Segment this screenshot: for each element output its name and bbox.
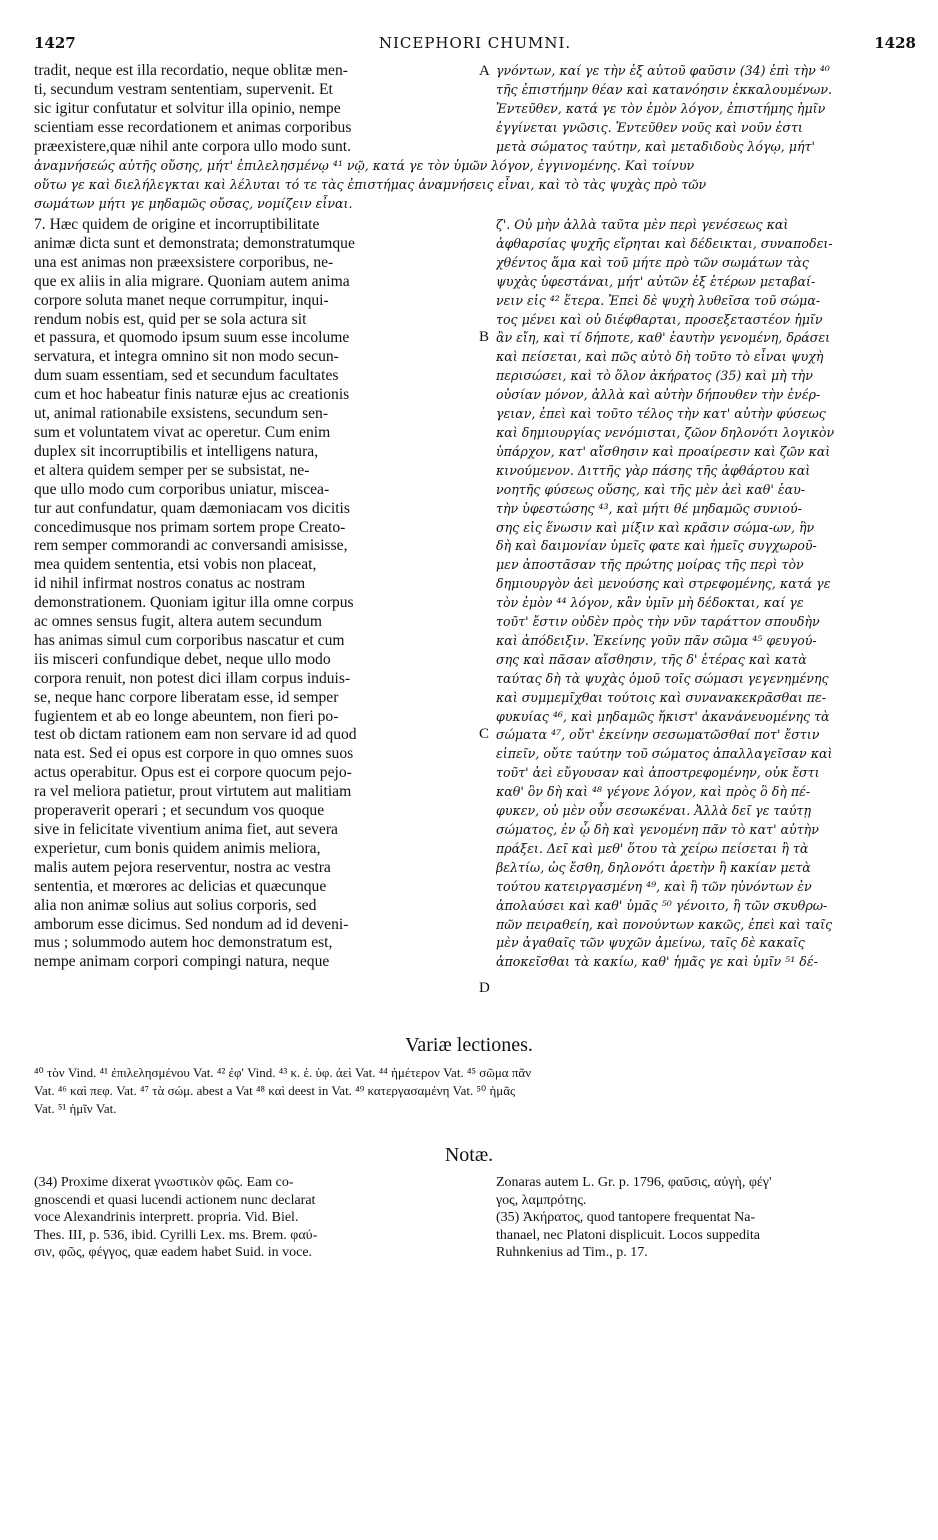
greek-text-line: σης εἰς ἕνωσιν καὶ μίξιν καὶ κρᾶσιν σώμα-ων, ἣν bbox=[496, 519, 815, 535]
latin-text-line: que ullo modo cum corporibus uniatur, miscea- bbox=[34, 480, 330, 498]
greek-text-line: καθ' ὃν δὴ καὶ ⁴⁸ γέγονε λόγον, καὶ πρὸς ὃ δὴ πέ- bbox=[496, 784, 811, 800]
greek-text-line: ψυχὰς ὑφεστάναι, μήτ' αὐτῶν ἐξ ἑτέρων μεταβαί- bbox=[496, 273, 816, 289]
latin-text-line: sive in felicitate viventium anima fiet, aut severa bbox=[34, 821, 338, 838]
greek-text-line: ὑπάρχον, κατ' αἴσθησιν καὶ προαίρεσιν καὶ ζῶν καὶ bbox=[496, 443, 831, 459]
greek-full-width-block bbox=[34, 157, 920, 214]
note-line: (35) Ἀκήρατος, quod tantopere frequentat Na- bbox=[496, 1210, 756, 1226]
notae-title: Notæ. bbox=[444, 1144, 494, 1166]
latin-text-line: ra vel meliora patietur, prout virtutem aut malitiam bbox=[34, 783, 352, 801]
greek-text-line: φυκυίας ⁴⁶, καὶ μηδαμῶς ἥκιστ' ἀκανάνευομένης τὰ bbox=[496, 708, 830, 724]
greek-text-line: πράξει. Δεῖ καὶ μεθ' ὅτου τὰ χείρω πείσεται ἢ τὰ bbox=[496, 840, 809, 856]
latin-text-line: ut, animal rationabile exsistens, secundum sen- bbox=[34, 405, 329, 423]
greek-text-line: εἰπεῖν, οὔτε ταύτην τοῦ σώματος ἀπαλλαγεῖσαν καὶ bbox=[496, 746, 833, 762]
latin-text-line: se, neque hanc corpore liberatam esse, id semper bbox=[34, 688, 339, 706]
latin-text-line: mus ; solummodo autem hoc demonstratum est, bbox=[34, 934, 333, 952]
margin-marker-c: C bbox=[479, 726, 490, 742]
latin-text-line: rem semper commorandi ac conversandi amisisse, bbox=[34, 537, 348, 555]
variae-lectiones-line: Vat. ⁵¹ ἡμῖν Vat. bbox=[34, 1101, 117, 1116]
latin-text-line: tur aut confundatur, quam dæmoniacam vos dicitis bbox=[34, 499, 350, 517]
greek-text-line: καὶ ἀπόδειξιν. Ἐκείνης γοῦν πᾶν σῶμα ⁴⁵ φευγού- bbox=[496, 632, 817, 648]
latin-text-line: una est animas non præexsistere corporibus, ne- bbox=[34, 253, 334, 271]
latin-column-top bbox=[34, 62, 474, 157]
greek-text-line: κινούμενον. Διττῆς γὰρ πάσης τῆς ἀφθάρτου καὶ bbox=[496, 462, 811, 478]
latin-text-line: corpore soluta manet neque corrumpitur, inqui- bbox=[34, 291, 329, 309]
variae-lectiones-line: Vat. ⁴⁶ καὶ πεφ. Vat. ⁴⁷ τὰ σώμ. abest a Vat ⁴⁸ καὶ deest in Vat. ⁴⁹ κατεργασαμένη Vat. ⁵⁰ ἡμᾶς bbox=[34, 1083, 516, 1098]
greek-text-line: τοῦτ' ἀεὶ εὔγουσαν καὶ ἀποστρεφομένην, οὐκ ἔστι bbox=[496, 765, 820, 781]
left-page-number: 1427 bbox=[34, 34, 76, 52]
margin-marker-d: D bbox=[479, 980, 490, 996]
running-title: NICEPHORI CHUMNI. bbox=[378, 34, 572, 52]
greek-text-line: ζ'. Οὐ μὴν ἀλλὰ ταῦτα μὲν περὶ γενέσεως καὶ bbox=[496, 217, 789, 232]
latin-text-line: experietur, cum bonis quidem animis meliora, bbox=[34, 839, 321, 857]
greek-text-line: καὶ συμμεμῖχθαι τούτοις καὶ συνανακεκρᾶσθαι πε- bbox=[496, 689, 826, 705]
latin-text-line: ac omnes sensus fugit, altera autem secundum bbox=[34, 613, 322, 631]
greek-text-line: καὶ δημιουργίας νενόμισται, ζῶον δηλονότι λογικὸν bbox=[496, 424, 835, 440]
latin-text-line: sententia, et mœrores ac delicias et quæcunque bbox=[34, 877, 327, 895]
greek-text-line: τοῦτ' ἔστιν οὐδὲν πρὸς τὴν νῦν ταράττον σπουδὴν bbox=[496, 614, 820, 630]
variae-lectiones-block bbox=[34, 1064, 920, 1118]
note-line: thanael, nec Platoni displicuit. Locos suppedita bbox=[496, 1227, 760, 1243]
greek-text-line: τὸν ἐμὸν ⁴⁴ λόγον, κἂν ὑμῖν μὴ δέδοκται, καί γε bbox=[496, 595, 804, 611]
latin-text-line: malis autem pejora reserventur, nostra ac vestra bbox=[34, 858, 331, 876]
latin-text-line: cum et hoc habeatur finis naturæ ejus ac creationis bbox=[34, 386, 350, 404]
note-line: voce Alexandrinis interprett. propria. Vid. Biel. bbox=[34, 1210, 299, 1226]
greek-text-line: σώματος, ἐν ᾧ δὴ καὶ γενομένη πᾶν τὸ κατ' αὐτὴν bbox=[496, 822, 819, 837]
latin-text-line: sic igitur confutatur et solvitur illa opinio, nempe bbox=[34, 99, 341, 117]
greek-text-line: ἂν εἴη, καὶ τί δήποτε, καθ' ἑαυτὴν γενομένη, δράσει bbox=[496, 330, 831, 346]
latin-text-line: demonstrationem. Quoniam igitur illa omne corpus bbox=[34, 594, 354, 612]
latin-text-line: corpora renuit, non potest dici illam corpus induis- bbox=[34, 669, 351, 687]
greek-text-line: μεν ἀποστᾶσαν τῆς πρώτης μοίρας τῆς περὶ τὸν bbox=[496, 557, 804, 573]
notae-right-column bbox=[496, 1174, 920, 1262]
greek-text-line: τῆς ἐπιστήμην θέαν καὶ κατανόησιν ἐκκαλουμένων. bbox=[496, 81, 832, 97]
latin-text-line: nata est. Sed ei opus est corpore in quo omnes suos bbox=[34, 745, 354, 763]
latin-text-line: rendum nobis est, quid per se sola actura sit bbox=[34, 310, 307, 328]
greek-text-line: πῶν πειραθείη, καὶ πονούντων κακῶς, ἐπεὶ καὶ ταῖς bbox=[496, 916, 833, 932]
note-line: Thes. III, p. 536, ibid. Cyrilli Lex. ms. Brem. φαύ- bbox=[34, 1227, 318, 1243]
latin-text-line: præexistere,quæ nihil ante corpora ullo modo sunt. bbox=[34, 137, 352, 155]
greek-text-line: τος μένει καὶ οὐ διέφθαρται, προσεξεταστέον ἡμῖν bbox=[496, 311, 823, 327]
margin-marker-b: B bbox=[479, 329, 490, 345]
latin-text-line: concedimusque nos primam sortem prope Creato- bbox=[34, 518, 346, 536]
latin-text-line: alia non animæ solius aut solius corporis, sed bbox=[34, 896, 317, 914]
note-line: (34) Proxime dixerat γνωστικὸν φῶς. Eam co- bbox=[34, 1175, 294, 1190]
greek-column-main bbox=[496, 216, 920, 972]
greek-text-line: σώματα ⁴⁷, οὔτ' ἐκείνην σεσωματῶσθαί ποτ' ἔστιν bbox=[496, 727, 820, 743]
latin-text-line: has animas simul cum corporibus nascatur et cum bbox=[34, 631, 345, 649]
variae-lectiones-line: ⁴⁰ τὸν Vind. ⁴¹ ἐπιλελησμένου Vat. ⁴² ἐφ' Vind. ⁴³ κ. ἑ. ὑφ. ἀεὶ Vat. ⁴⁴ ἡμέτερον Vat. ⁴⁵ σῶμα πᾶν bbox=[34, 1065, 532, 1080]
note-line: Zonaras autem L. Gr. p. 1796, φαῦσις, αὐγὴ, φέγ' bbox=[496, 1175, 772, 1190]
greek-text-line: οὕτω γε καὶ διελήλεγκται καὶ λέλυται τό τε τὰς ἐπιστήμας ἀναμνήσεις εἶναι, καὶ τὸ τὰς ψυχὰς πρὸ τῶν bbox=[34, 176, 707, 192]
latin-text-line: amborum esse dicimus. Sed nondum ad id deveni- bbox=[34, 915, 349, 933]
page-header bbox=[34, 34, 916, 54]
latin-column-main bbox=[34, 216, 474, 972]
note-line: Ruhnkenius ad Tim., p. 17. bbox=[496, 1245, 648, 1261]
greek-text-line: γνόντων, καί γε τὴν ἐξ αὐτοῦ φαῦσιν (34) ἐπὶ τὴν ⁴⁰ bbox=[496, 63, 830, 78]
greek-column-top bbox=[496, 62, 920, 157]
greek-text-line: φυκεν, οὐ μὲν οὖν σεσωκέναι. Ἀλλὰ δεῖ γε ταύτῃ bbox=[496, 803, 812, 819]
latin-text-line: sum et voluntatem vivat ac operetur. Cum enim bbox=[34, 423, 331, 441]
greek-text-line: μὲν ἀγαθαῖς τῶν ψυχῶν ἀμείνω, ταῖς δὲ κακαῖς bbox=[496, 935, 805, 951]
right-page-number: 1428 bbox=[874, 34, 916, 52]
latin-text-line: et passura, et quomodo ipsum suum esse incolume bbox=[34, 329, 350, 347]
greek-text-line: σωμάτων μήτι γε μηδαμῶς οὔσας, νομίζειν εἶναι. bbox=[34, 195, 353, 211]
latin-text-line: duplex sit incorruptibilis et intelligens natura, bbox=[34, 442, 319, 460]
greek-text-line: νειν εἰς ⁴² ἕτερα. Ἐπεὶ δὲ ψυχὴ λυθεῖσα τοῦ σώμα- bbox=[496, 292, 821, 308]
greek-text-line: περισώσει, καὶ τὸ ὅλον ἀκήρατος (35) καὶ μὴ τὴν bbox=[496, 368, 813, 384]
greek-text-line: ταύτας δὴ τὰ ψυχὰς ὁμοῦ τοῖς σώμασι γεγενημένης bbox=[496, 670, 829, 686]
note-line: gnoscendi et quasi lucendi actionem nunc declarat bbox=[34, 1192, 316, 1208]
latin-text-line: nempe animam corpori compingi natura, neque bbox=[34, 953, 330, 971]
variae-lectiones-title: Variæ lectiones. bbox=[405, 1034, 533, 1056]
notae-left-column bbox=[34, 1174, 474, 1262]
greek-text-line: ἀπολαύσει καὶ καθ' ὑμᾶς ⁵⁰ γένοιτο, ἢ τῶν σκυθρω- bbox=[496, 897, 828, 913]
greek-text-line: τούτου κατειργασμένη ⁴⁹, καὶ ἢ τῶν ηὐνόντων ἐν bbox=[496, 878, 812, 894]
greek-text-line: Ἐντεῦθεν, κατά γε τὸν ἐμὸν λόγον, ἐπιστήμης ἡμῖν bbox=[496, 100, 826, 116]
greek-text-line: σης καὶ πᾶσαν αἴσθησιν, τῆς δ' ἑτέρας καὶ κατὰ bbox=[496, 651, 807, 667]
latin-text-line: servatura, et integra omnino sit non modo secun- bbox=[34, 348, 339, 366]
greek-text-line: δημιουργὸν ἀεὶ μενούσης καὶ στρεφομένης, κατά γε bbox=[496, 576, 831, 592]
greek-text-line: δὴ καὶ δαιμονίαν ὑμεῖς φατε καὶ ἡμεῖς συγχωροῦ- bbox=[496, 538, 817, 554]
greek-text-line: νοητῆς φύσεως οὔσης, καὶ τῆς μὲν ἀεὶ καθ' ἑαυ- bbox=[496, 481, 806, 497]
latin-text-line: actus operabitur. Opus est ei corpore quocum pejo- bbox=[34, 764, 352, 782]
latin-text-line: test ob dictam rationem eam non servare id ad quod bbox=[34, 726, 357, 744]
latin-text-line: scientiam esse recordationem et animas corporibus bbox=[34, 118, 352, 136]
latin-text-line: id nihil infirmat nostros conatus ac nostram bbox=[34, 575, 306, 593]
latin-text-line: tradit, neque est illa recordatio, neque oblitæ men- bbox=[34, 62, 348, 79]
latin-text-line: iis misceri confundique debet, neque ullo modo bbox=[34, 650, 331, 668]
greek-text-line: καὶ πείσεται, καὶ πῶς αὐτὸ δὴ τοῦτο τὸ εἶναι ψυχὴ bbox=[496, 349, 824, 365]
latin-text-line: animæ dicta sunt et demonstrata; demonstratumque bbox=[34, 234, 355, 252]
note-line: σιν, φῶς, φέγγος, quæ eadem habet Suid. in voce. bbox=[34, 1245, 313, 1261]
greek-text-line: ἐγγίνεται γνῶσις. Ἐντεῦθεν νοῦς καὶ νοῦν ἐστι bbox=[496, 119, 803, 135]
greek-text-line: τὴν ὑφεστώσης ⁴³, καὶ μήτι θέ μηδαμῶς συνιού- bbox=[496, 500, 802, 516]
latin-text-line: ti, secundum vestram sententiam, supervenit. Et bbox=[34, 80, 333, 98]
margin-marker-a: A bbox=[479, 63, 490, 79]
greek-text-line: ἀποκεῖσθαι τὰ κακίω, καθ' ἡμᾶς γε καὶ ὑμῖν ⁵¹ δέ- bbox=[496, 954, 818, 970]
latin-text-line: mea quidem sententia, etsi vobis non placeat, bbox=[34, 556, 317, 574]
greek-text-line: χθέντος ἅμα καὶ τοῦ μήτε πρὸ τῶν σωμάτων τὰς bbox=[496, 254, 809, 270]
note-line: γος, λαμπρότης. bbox=[496, 1192, 587, 1208]
latin-text-line: et altera quidem semper per se subsistat, ne- bbox=[34, 461, 310, 479]
greek-text-line: ἀναμνήσεώς αὐτῆς οὔσης, μήτ' ἐπιλελησμένῳ ⁴¹ νῷ, κατά γε τὸν ὑμῶν λόγον, ἐγγινομένης. Καὶ τοίνυν bbox=[34, 158, 695, 173]
latin-text-line: dum suam essentiam, sed et secundum facultates bbox=[34, 367, 339, 385]
latin-text-line: fugientem et ab eo longe abeuntem, non fieri po- bbox=[34, 707, 339, 725]
greek-text-line: οὐσίαν μόνον, ἀλλὰ καὶ αὐτὴν δήπουθεν τὴν ἐνέρ- bbox=[496, 387, 821, 403]
latin-text-line: properaverit operari ; et secundum vos quoque bbox=[34, 802, 325, 820]
greek-text-line: μετὰ σώματος ταύτην, καὶ μεταδιδοὺς λόγῳ, μήτ' bbox=[496, 138, 815, 154]
latin-text-line: 7. Hæc quidem de origine et incorruptibilitate bbox=[34, 216, 320, 233]
latin-text-line: que ex aliis in alia migrare. Quoniam autem anima bbox=[34, 272, 350, 290]
greek-text-line: ἀφθαρσίας ψυχῆς εἴρηται καὶ δέδεικται, συναποδει- bbox=[496, 235, 833, 251]
greek-text-line: γειαν, ἐπεὶ καὶ τοῦτο τέλος τὴν κατ' αὐτὴν φύσεως bbox=[496, 406, 826, 422]
greek-text-line: βελτίω, ὡς ἔσθη, δηλονότι ἀρετὴν ἢ κακίαν μετὰ bbox=[496, 859, 811, 875]
